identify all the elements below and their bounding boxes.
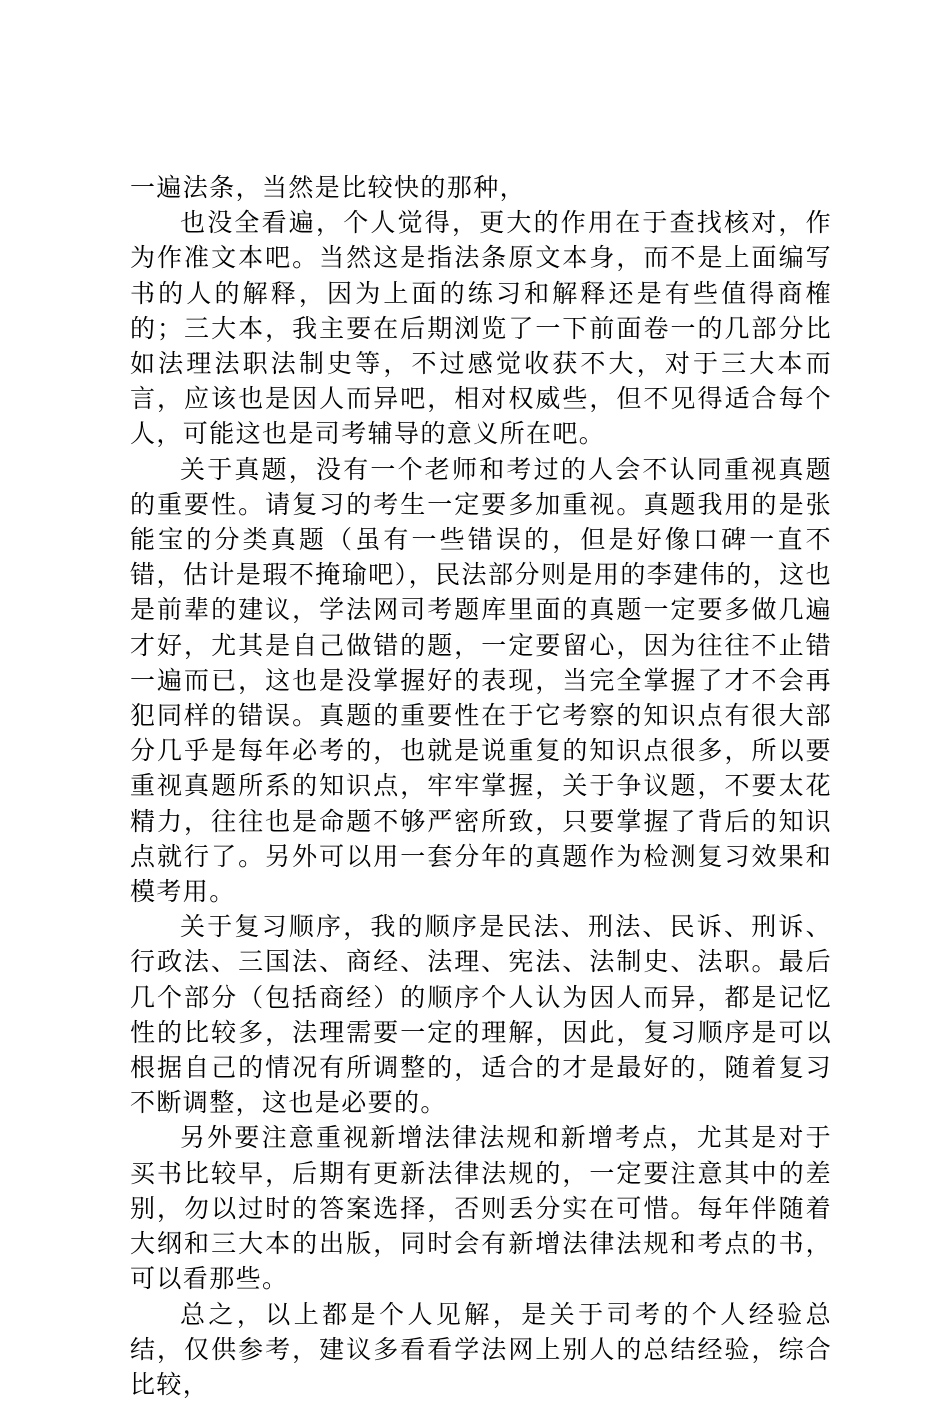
paragraph-new-laws: 另外要注意重视新增法律法规和新增考点，尤其是对于买书比较早，后期有更新法律法规的，一定要注意其中的差别，勿以过时的答案选择，否则丢分实在可惜。每年伴随着大纲和三大本的出版，同时会有新增法律法规和考点的书，可以看那些。: [130, 1120, 832, 1296]
body-text: [130, 170, 832, 1402]
paragraph-reference-books: 也没全看遍，个人觉得，更大的作用在于查找核对，作为作准文本吧。当然这是指法条原文本身，而不是上面编写书的人的解释，因为上面的练习和解释还是有些值得商榷的；三大本，我主要在后期浏览了一下前面卷一的几部分比如法理法职法制史等，不过感觉收获不大，对于三大本而言，应该也是因人而异吧，相对权威些，但不见得适合每个人，可能这也是司考辅导的意义所在吧。: [130, 205, 832, 451]
paragraph-review-order: 关于复习顺序，我的顺序是民法、刑法、民诉、刑诉、行政法、三国法、商经、法理、宪法、法制史、法职。最后几个部分（包括商经）的顺序个人认为因人而异，都是记忆性的比较多，法理需要一定的理解，因此，复习顺序是可以根据自己的情况有所调整的，适合的才是最好的，随着复习不断调整，这也是必要的。: [130, 909, 832, 1120]
paragraph-conclusion: 总之，以上都是个人见解，是关于司考的个人经验总结，仅供参考，建议多看看学法网上别人的总结经验，综合比较，: [130, 1297, 832, 1402]
paragraph-continuation: 一遍法条，当然是比较快的那种，: [130, 170, 832, 205]
paragraph-past-exams: 关于真题，没有一个老师和考过的人会不认同重视真题的重要性。请复习的考生一定要多加重视。真题我用的是张能宝的分类真题（虽有一些错误的，但是好像口碑一直不错，估计是瑕不掩瑜吧），民法部分则是用的李建伟的，这也是前辈的建议，学法网司考题库里面的真题一定要多做几遍才好，尤其是自己做错的题，一定要留心，因为往往不止错一遍而已，这也是没掌握好的表现，当完全掌握了才不会再犯同样的错误。真题的重要性在于它考察的知识点有很大部分几乎是每年必考的，也就是说重复的知识点很多，所以要重视真题所系的知识点，牢牢掌握，关于争议题，不要太花精力，往往也是命题不够严密所致，只要掌握了背后的知识点就行了。另外可以用一套分年的真题作为检测复习效果和模考用。: [130, 452, 832, 910]
